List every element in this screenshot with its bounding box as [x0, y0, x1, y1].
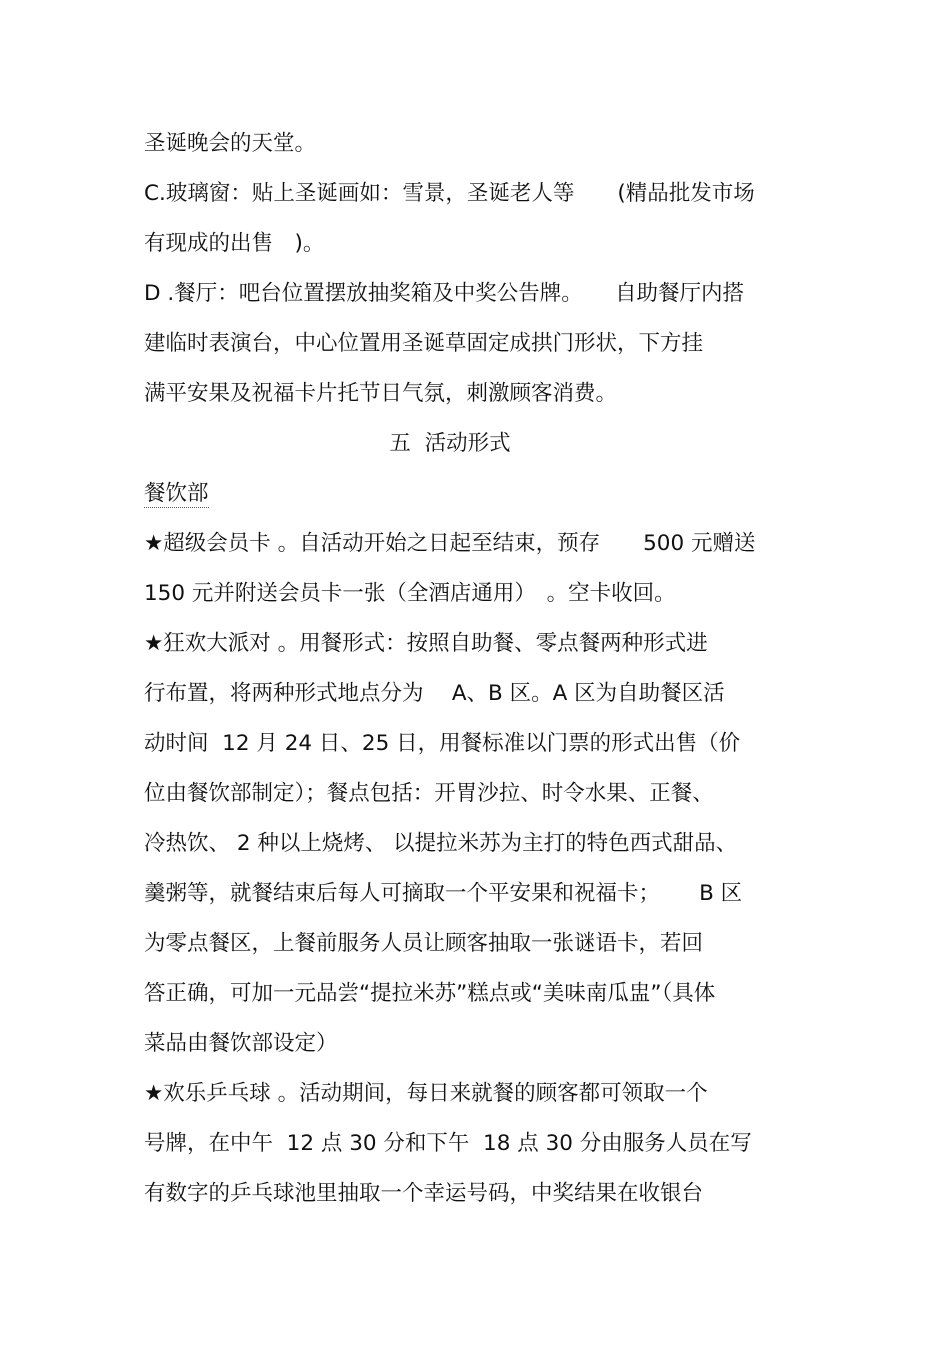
text-line-15: 冷热饮、 2 种以上烧烤、 以提拉米苏为主打的特色西式甜品、: [144, 831, 738, 856]
department-label-line: [144, 469, 824, 519]
text-line-1: 圣诞晚会的天堂。: [144, 131, 317, 156]
document-page: [144, 119, 824, 1219]
department-label: 餐饮部: [144, 481, 209, 506]
text-line-11: ★狂欢大派对 。用餐形式：按照自助餐、零点餐两种形式进: [144, 631, 708, 656]
text-line-12: 行布置，将两种形式地点分为 A、B 区。A 区为自助餐区活: [144, 681, 725, 706]
text-line-13: 动时间 12 月 24 日、25 日，用餐标准以门票的形式出售（价: [144, 731, 741, 756]
text-line-4: D .餐厅：吧台位置摆放抽奖箱及中奖公告牌。 自助餐厅内搭: [144, 281, 744, 306]
text-line-16: 羹粥等，就餐结束后每人可摘取一个平安果和祝福卡； B 区: [144, 881, 743, 906]
text-line-6: 满平安果及祝福卡片托节日气氛，刺激顾客消费。: [144, 381, 618, 406]
text-line-14: 位由餐饮部制定）；餐点包括：开胃沙拉、时令水果、正餐、: [144, 781, 714, 806]
text-line-2: C.玻璃窗：贴上圣诞画如：雪景，圣诞老人等 (精品批发市场: [144, 181, 755, 206]
text-line-10: 150 元并附送会员卡一张（全酒店通用） 。空卡收回。: [144, 581, 676, 606]
section-heading: 五 活动形式: [389, 431, 511, 456]
text-line-21: 号牌，在中午 12 点 30 分和下午 18 点 30 分由服务人员在写: [144, 1131, 752, 1156]
text-line-5: 建临时表演台，中心位置用圣诞草固定成拱门形状，下方挂: [144, 331, 704, 356]
text-line-17: 为零点餐区，上餐前服务人员让顾客抽取一张谜语卡，若回: [144, 931, 704, 956]
text-line-20: ★欢乐乒乓球 。活动期间，每日来就餐的顾客都可领取一个: [144, 1081, 708, 1106]
text-line-9: ★超级会员卡 。自活动开始之日起至结束，预存 500 元赠送: [144, 531, 756, 556]
text-line-18: 答正确，可加一元品尝“提拉米苏”糕点或“美味南瓜盅”（具体: [144, 981, 716, 1006]
text-line-3: 有现成的出售 )。: [144, 231, 325, 256]
text-line-22: 有数字的乒乓球池里抽取一个幸运号码，中奖结果在收银台: [144, 1181, 704, 1206]
text-line-19: 菜品由餐饮部设定）: [144, 1031, 338, 1056]
